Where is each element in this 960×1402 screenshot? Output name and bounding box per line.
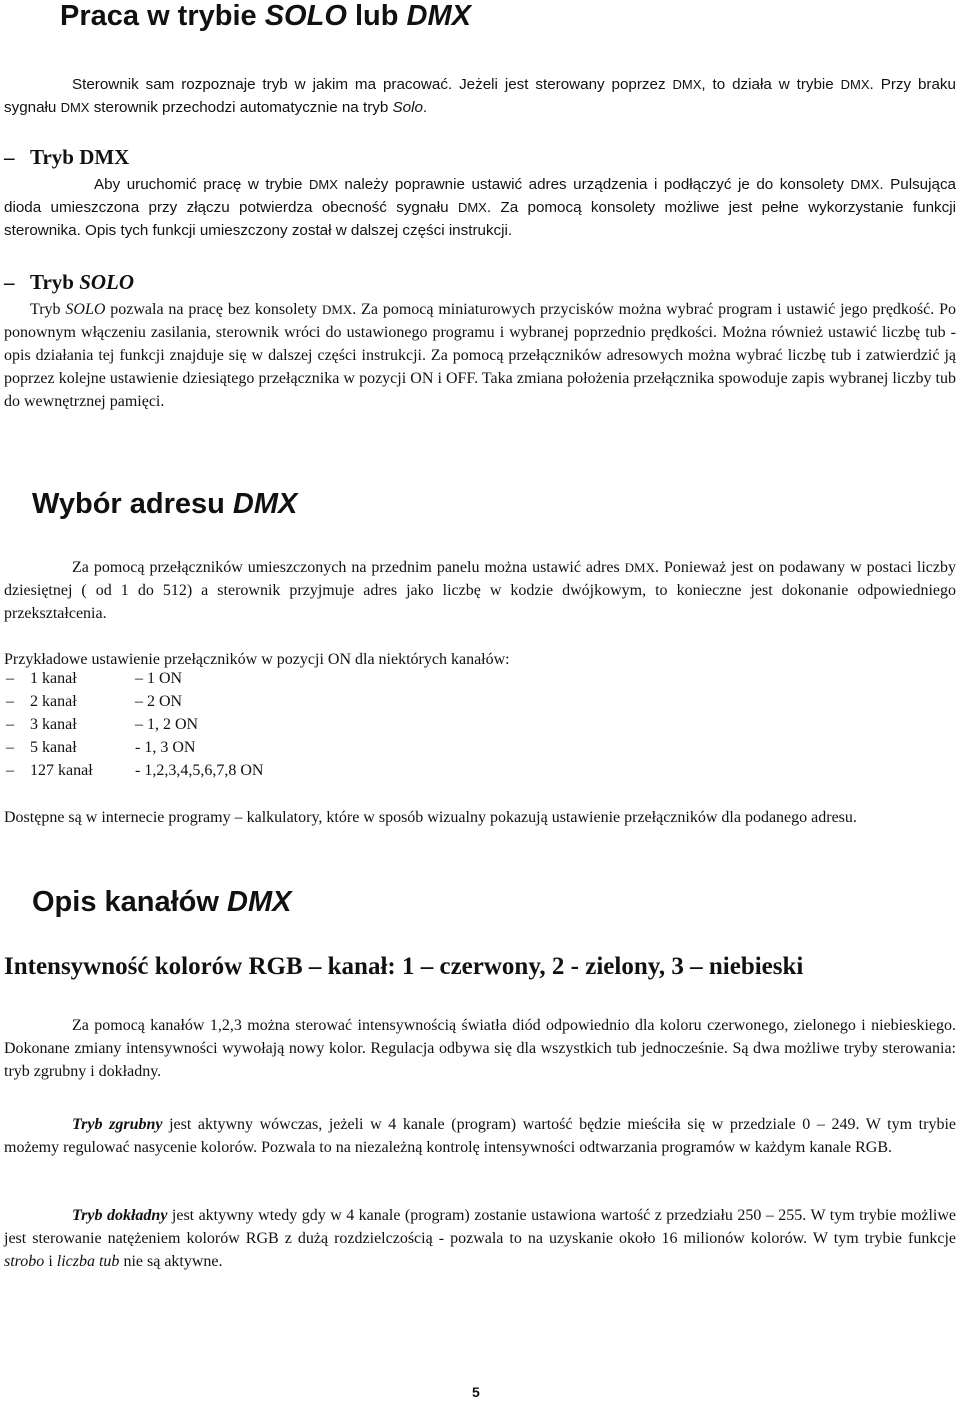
section-title-adres: Wybór adresu DMX (32, 488, 298, 520)
subheading-tryb-solo: – Tryb SOLO (4, 270, 135, 294)
fine-mode-paragraph: Tryb dokładny jest aktywny wtedy gdy w 4 kanale (program) zostanie ustawiona wartość z przedziału 250 – 255. W tym trybie możliwe jest sterowanie natężeniem kolorów RGB z dużą rozdzielczością - pozwala to na uzyskanie około 16 milionów kolorów. W tym trybie funkcje strobo i liczba tub nie są aktywne. (4, 1207, 956, 1270)
rgb-paragraph: Za pomocą kanałów 1,2,3 można sterować intensywnością światła diód odpowiednio dla koloru czerwonego, zielonego i niebieskiego. Dokonane zmiany intensywności wywołają nowy kolor. Regulacja odbywa się dla wszystkich tub jednocześnie. Są dwa możliwe tryby sterowania: tryb zgrubny i dokładny. (4, 1017, 956, 1080)
coarse-mode-paragraph: Tryb zgrubny jest aktywny wówczas, jeżeli w 4 kanale (program) wartość będzie mieściła się w przedziale 0 – 249. W tym trybie możemy regulować nasycenie kolorów. Pozwala to na niezależną kontrolę intensywności odtwarzania programów w każdym kanale RGB. (4, 1116, 957, 1156)
subheading-tryb-dmx: – Tryb DMX (4, 145, 130, 169)
adres-example-intro: Przykładowe ustawienie przełączników w pozycji ON dla niektórych kanałów: (4, 651, 510, 668)
rgb-subheading: Intensywność kolorów RGB – kanał: 1 – czerwony, 2 - zielony, 3 – niebieski (4, 953, 804, 980)
document-page: Praca w trybie SOLO lub DMX Sterownik sam rozpoznaje tryb w jakim ma pracować. Jeżeli jest sterowany poprzez DMX, to działa w trybie DMX. Przy braku sygnału DMX sterownik przechodzi automatycznie na tryb Solo. – Tryb DMX Aby uruchomić pracę w trybie DMX należy poprawnie ustawić adres urządzenia i podłączyć je do konsolety DMX. Pulsująca dioda umieszczona przy złączu potwierdza obecność sygnału DMX. Za pomocą konsolety możliwe jest pełne wykorzystanie funkcji sterownika. Opis tych funkcji umieszczony został w dalszej części instrukcji. – Tryb SOLO Tryb SOLO pozwala na pracę bez konsolety DMX. Za pomocą miniaturowych przycisków można wybrać program i ustawić jego prędkość. Po ponownym włączeniu zasilania, sterownik wróci do ustawionego programu i wybranej poprzednio prędkości. Można również ustawić liczbę tub - opis działania tej funkcji znajduje się w dalszej części instrukcji. Za pomocą przełączników adresowych można wybrać liczbę tub i zatwierdzić ją poprzez kolejne ustawienie dziesiątego przełącznika w pozycji ON i OFF. Taka zmiana położenia przełącznika spowoduje zapis wybranej liczby tub do wewnętrznej pamięci. Wybór adresu DMX Za pomocą przełączników umieszczonych na przednim panelu można ustawić adres DMX. Ponieważ jest on podawany w postaci liczby dziesiętnej ( od 1 do 512) a sterownik przyjmuje adres jako liczbę w kodzie dwójkowym, to konieczne jest dokonanie odpowiedniego przekształcenia. Przykładowe ustawienie przełączników w pozycji ON dla niektórych kanałów: – 1 kanał – 1 ON – 2 kanał – 2 ON – 3 kanał – 1, 2 ON – 5 kanał - 1, 3 ON – 127 kanał - 1,2,3,4,5,6,7,8 ON Dostępne są w internecie programy – kalkulatory, które w sposób wizualny pokazują ustawienie przełączników dla podanego adresu. Opis kanałów DMX Intensywność kolorów RGB – kanał: 1 – czerwony, 2 - zielony, 3 – niebieski Za pomocą kanałów 1,2,3 można sterować intensywnością światła diód odpowiednio dla koloru czerwonego, zielonego i niebieskiego. Dokonane zmiany intensywności wywołają nowy kolor. Regulacja odbywa się dla wszystkich tub jednocześnie. Są dwa możliwe tryby sterowania: tryb zgrubny i dokładny. Tryb zgrubny jest aktywny wówczas, jeżeli w 4 kanale (program) wartość będzie mieściła się w przedziale 0 – 249. W tym trybie możemy regulować nasycenie kolorów. Pozwala to na niezależną kontrolę intensywności odtwarzania programów w każdym kanale RGB. Tryb dokładny jest aktywny wtedy gdy w 4 kanale (program) zostanie ustawiona wartość z przedziału 250 – 255. W tym trybie możliwe jest sterowanie natężeniem kolorów RGB z dużą rozdzielczością - pozwala to na uzyskanie około 16 milionów kolorów. W tym trybie funkcje strobo i liczba tub nie są aktywne. 5 (4, 0, 957, 1400)
page-number: 5 (472, 1384, 480, 1400)
tryb-solo-paragraph: Tryb SOLO pozwala na pracę bez konsolety DMX. Za pomocą miniaturowych przycisków można wybrać program i ustawić jego prędkość. Po ponownym włączeniu zasilania, sterownik wróci do ustawionego programu i wybranej poprzednio prędkości. Można również ustawić liczbę tub - opis działania tej funkcji znajduje się w dalszej części instrukcji. Za pomocą przełączników adresowych można wybrać liczbę tub i zatwierdzić ją poprzez kolejne ustawienie dziesiątego przełącznika w pozycji ON i OFF. Taka zmiana położenia przełącznika spowoduje zapis wybranej liczby tub do wewnętrznej pamięci. (4, 301, 957, 410)
intro-paragraph: Sterownik sam rozpoznaje tryb w jakim ma pracować. Jeżeli jest sterowany poprzez DMX, to działa w trybie DMX. Przy braku sygnału DMX sterownik przechodzi automatycznie na tryb Solo. (4, 76, 956, 116)
calculator-paragraph: Dostępne są w internecie programy – kalkulatory, które w sposób wizualny pokazują ustawienie przełączników dla podanego adresu. (4, 809, 857, 826)
section-title-kanaly: Opis kanałów DMX (32, 886, 292, 918)
section-title-solo-dmx: Praca w trybie SOLO lub DMX (60, 0, 471, 32)
adres-paragraph: Za pomocą przełączników umieszczonych na przednim panelu można ustawić adres DMX. Ponieważ jest on podawany w postaci liczby dziesiętnej ( od 1 do 512) a sterownik przyjmuje adres jako liczbę w kodzie dwójkowym, to konieczne jest dokonanie odpowiedniego przekształcenia. (4, 559, 956, 622)
tryb-dmx-paragraph: Aby uruchomić pracę w trybie DMX należy poprawnie ustawić adres urządzenia i podłączyć je do konsolety DMX. Pulsująca dioda umieszczona przy złączu potwierdza obecność sygnału DMX. Za pomocą konsolety możliwe jest pełne wykorzystanie funkcji sterownika. Opis tych funkcji umieszczony został w dalszej części instrukcji. (4, 176, 956, 239)
